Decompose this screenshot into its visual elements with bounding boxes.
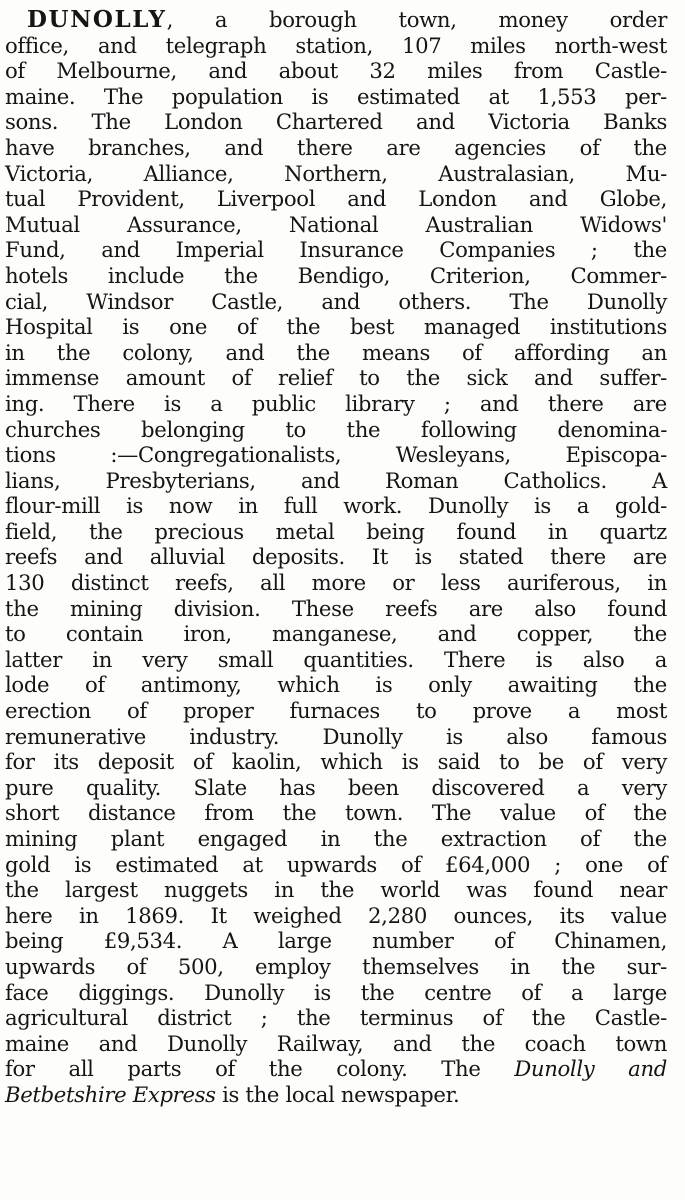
text-line: in the colony, and the means of affording an bbox=[5, 339, 667, 365]
text-line: 130 distinct reefs, all more or less auriferous, in bbox=[5, 570, 667, 596]
text-line: of Melbourne, and about 32 miles from Castle- bbox=[5, 58, 667, 84]
text-line: churches belonging to the following denomina- bbox=[5, 416, 667, 442]
text-line: sons. The London Chartered and Victoria Banks bbox=[5, 109, 667, 135]
text-line: the largest nuggets in the world was found near bbox=[5, 877, 667, 903]
text-line: lode of antimony, which is only awaiting the bbox=[5, 672, 667, 698]
text-line bbox=[5, 1056, 667, 1082]
text-line: upwards of 500, employ themselves in the sur- bbox=[5, 953, 667, 979]
text-line: tual Provident, Liverpool and London and Globe, bbox=[5, 186, 667, 212]
text-line bbox=[5, 1082, 667, 1108]
text-line: gold is estimated at upwards of £64,000 ; one of bbox=[5, 851, 667, 877]
text-line: Mutual Assurance, National Australian Widows' bbox=[5, 211, 667, 237]
text-line-rest: , a borough town, money order bbox=[166, 7, 667, 32]
text-line: for its deposit of kaolin, which is said to be of very bbox=[5, 749, 667, 775]
text-line: agricultural district ; the terminus of the Castle- bbox=[5, 1005, 667, 1031]
text-line: reefs and alluvial deposits. It is stated there are bbox=[5, 544, 667, 570]
text-line: Victoria, Alliance, Northern, Australasian, Mu- bbox=[5, 160, 667, 186]
text-line: short distance from the town. The value of the bbox=[5, 800, 667, 826]
text-line: maine and Dunolly Railway, and the coach town bbox=[5, 1030, 667, 1056]
text-line: ing. There is a public library ; and there are bbox=[5, 390, 667, 416]
gazetteer-entry bbox=[5, 7, 667, 1108]
text-line: mining plant engaged in the extraction of the bbox=[5, 826, 667, 851]
text-line: to contain iron, manganese, and copper, the bbox=[5, 621, 667, 647]
newspaper-title-part1: Dunolly and bbox=[514, 1056, 667, 1082]
text-line: pure quality. Slate has been discovered a very bbox=[5, 774, 667, 800]
text-line: immense amount of relief to the sick and suffer- bbox=[5, 365, 667, 391]
text-line-post: is the local newspaper. bbox=[215, 1081, 460, 1107]
text-line: cial, Windsor Castle, and others. The Dunolly bbox=[5, 288, 667, 314]
text-line: tions :—Congregationalists, Wesleyans, Episcopa- bbox=[5, 442, 667, 468]
text-line: here in 1869. It weighed 2,280 ounces, its value bbox=[5, 902, 667, 928]
text-line: office, and telegraph station, 107 miles north-west bbox=[5, 32, 667, 58]
text-line: erection of proper furnaces to prove a most bbox=[5, 698, 667, 724]
text-line: have branches, and there are agencies of the bbox=[5, 134, 667, 160]
text-line: being £9,534. A large number of Chinamen, bbox=[5, 928, 667, 954]
text-line bbox=[5, 7, 667, 33]
text-line: the mining division. These reefs are also found bbox=[5, 595, 667, 621]
text-line: latter in very small quantities. There is also a bbox=[5, 646, 667, 672]
newspaper-title-part2: Betbetshire Express bbox=[5, 1081, 216, 1107]
text-line: lians, Presbyterians, and Roman Catholics. A bbox=[5, 467, 667, 493]
text-line: Hospital is one of the best managed institutions bbox=[5, 314, 667, 340]
text-line: remunerative industry. Dunolly is also famous bbox=[5, 723, 667, 749]
text-line: hotels include the Bendigo, Criterion, Commer- bbox=[5, 262, 667, 288]
text-line-pre: for all parts of the colony. The bbox=[5, 1056, 515, 1082]
text-line: face diggings. Dunolly is the centre of a large bbox=[5, 979, 667, 1005]
text-line: flour-mill is now in full work. Dunolly is a gold- bbox=[5, 493, 667, 519]
text-line: Fund, and Imperial Insurance Companies ; the bbox=[5, 237, 667, 263]
entry-headword: DUNOLLY bbox=[27, 6, 167, 33]
text-line: field, the precious metal being found in quartz bbox=[5, 518, 667, 544]
text-line: maine. The population is estimated at 1,553 per- bbox=[5, 83, 667, 109]
